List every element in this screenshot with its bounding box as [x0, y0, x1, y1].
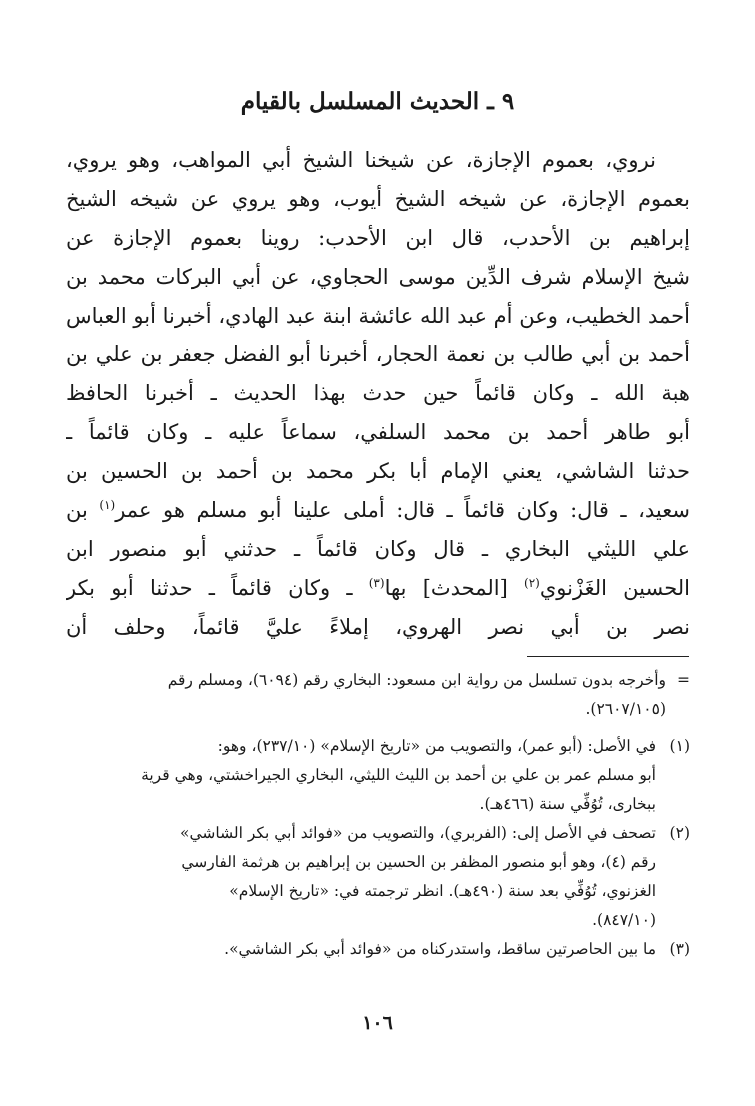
page-number: ١٠٦: [362, 1012, 393, 1034]
footnote-line: (٨٤٧/١٠).: [592, 911, 656, 929]
body-line: أحمد الخطيب، وعن أم عبد الله عائشة ابنة عبد الهادي، أخبرنا أبو العباس: [66, 303, 690, 328]
body-line: حدثنا الشاشي، يعني الإمام أبا بكر محمد بن أحمد بن الحسين بن: [66, 459, 690, 484]
footnote-1: [66, 732, 690, 819]
footnote-line: ببخارى، تُوُفِّي سنة (٤٦٦هـ).: [479, 795, 656, 813]
body-line-text: سعيد، ـ قال: وكان قائماً ـ قال: أملى علينا أبو مسلم هو عمر: [115, 498, 690, 523]
footnote-line: [66, 935, 690, 964]
body-line: شيخ الإسلام شرف الدِّين موسى الحجاوي، عن أبي البركات محمد بن: [66, 264, 690, 289]
body-line: أبو طاهر أحمد بن محمد السلفي، سماعاً عليه ـ وكان قائماً ـ: [66, 420, 690, 445]
body-line: [66, 491, 690, 530]
footnote-number: (٣): [669, 940, 690, 958]
section-title: ٩ ـ الحديث المسلسل بالقيام: [240, 88, 515, 115]
footnote-text: وأخرجه بدون تسلسل من رواية ابن مسعود: البخاري رقم (٦٠٩٤)، ومسلم رقم: [167, 671, 666, 689]
footnote-ref-1[interactable]: (١): [99, 498, 116, 513]
footnote-line: [66, 666, 690, 695]
footnote-text: ما بين الحاصرتين ساقط، واستدركناه من «فوائد أبي بكر الشاشي».: [224, 940, 656, 958]
body-line-text: ـ وكان قائماً ـ حدثنا أبو بكر: [66, 575, 369, 600]
footnote-number: (٢): [669, 824, 690, 842]
body-line-text: بن: [66, 498, 100, 523]
body-line: علي الليثي البخاري ـ قال وكان قائماً ـ حدثني أبو منصور ابن: [66, 536, 690, 561]
footnotes: [66, 666, 690, 964]
body-line: هبة الله ـ وكان قائماً حين حدث بهذا الحديث ـ أخبرنا الحافظ: [66, 381, 690, 406]
body-line: نصر بن أبي نصر الهروي، إملاءً عليَّ قائماً، وحلف أن: [66, 614, 690, 639]
body-line: بعموم الإجازة، عن شيخه الشيخ أيوب، وهو يروي عن شيخه الشيخ: [66, 186, 690, 211]
body-text: [66, 141, 690, 647]
footnote-2: [66, 819, 690, 935]
footnote-ref-2[interactable]: (٢): [524, 575, 540, 590]
footnote-continuation: [66, 666, 690, 724]
footnote-line: أبو مسلم عمر بن علي بن أحمد بن الليث الليثي، البخاري الجيراخشتي، وهي قرية: [141, 766, 656, 784]
body-line: نروي، بعموم الإجازة، عن شيخنا الشيخ أبي المواهب، وهو يروي،: [66, 148, 656, 172]
footnote-number: (١): [669, 737, 690, 755]
footnote-text: تصحف في الأصل إلى: (الفربري)، والتصويب من «فوائد أبي بكر الشاشي»: [179, 824, 656, 842]
footnote-line: (٢٦٠٧/١٠٥).: [585, 700, 666, 718]
continuation-mark: =: [677, 671, 690, 689]
body-line-text: [المحدث] بها: [384, 575, 525, 600]
body-line: أحمد بن أبي طالب بن نعمة الحجار، أخبرنا أبو الفضل جعفر بن علي بن: [66, 342, 690, 367]
footnote-3: [66, 935, 690, 964]
footnote-line: رقم (٤)، وهو أبو منصور المظفر بن الحسين بن إبراهيم بن هرثمة الفارسي: [181, 853, 656, 871]
body-line: [66, 569, 690, 608]
body-line: إبراهيم بن الأحدب، قال ابن الأحدب: روينا بعموم الإجازة عن: [66, 225, 690, 250]
footnote-line: الغزنوي، تُوُفِّي بعد سنة (٤٩٠هـ). انظر ترجمته في: «تاريخ الإسلام»: [229, 882, 656, 900]
footnote-line: [66, 819, 690, 848]
footnote-separator: [527, 656, 689, 657]
footnote-text: في الأصل: (أبو عمر)، والتصويب من «تاريخ الإسلام» (٢٣٧/١٠)، وهو:: [217, 737, 656, 755]
body-line-text: الحسين الغَزْنوي: [539, 575, 690, 600]
footnote-ref-3[interactable]: (٣): [368, 575, 385, 590]
footnote-line: [66, 732, 690, 761]
